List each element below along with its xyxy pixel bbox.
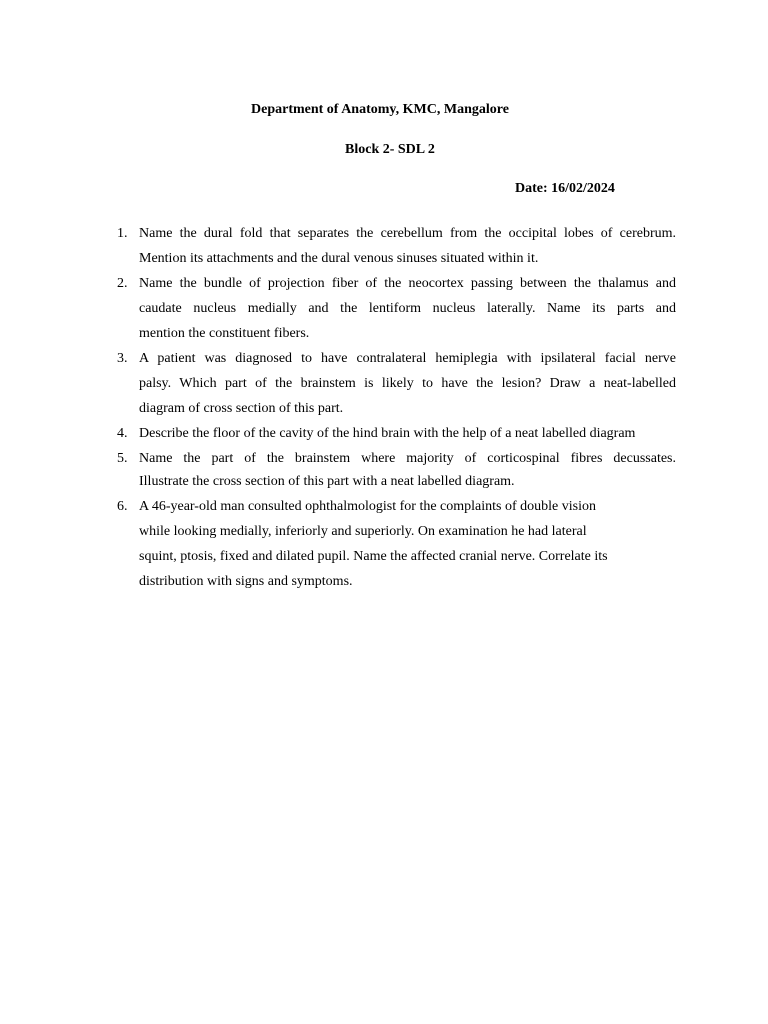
question-number: 4.	[117, 426, 128, 441]
question-line: Describe the floor of the cavity of the hind brain with the help of a neat labelled diagram	[139, 426, 636, 441]
question-line: while looking medially, inferiorly and superiorly. On examination he had lateral	[139, 524, 587, 539]
question-item	[112, 346, 676, 421]
question-line: diagram of cross section of this part.	[139, 401, 344, 416]
question-number: 6.	[117, 499, 128, 514]
question-line: Name the dural fold that separates the cerebellum from the occipital lobes of cerebrum.	[139, 226, 676, 241]
question-item	[112, 271, 676, 346]
department-title: Department of Anatomy, KMC, Mangalore	[251, 102, 509, 117]
question-line: A 46-year-old man consulted ophthalmologist for the complaints of double vision	[139, 499, 596, 514]
question-line: Illustrate the cross section of this part with a neat labelled diagram.	[139, 474, 515, 489]
question-number: 1.	[117, 226, 128, 241]
question-line: squint, ptosis, fixed and dilated pupil. Name the affected cranial nerve. Correlate its	[139, 549, 608, 564]
question-list	[112, 221, 676, 594]
question-line: palsy. Which part of the brainstem is likely to have the lesion? Draw a neat-labelled	[139, 376, 676, 391]
question-number: 5.	[117, 451, 128, 466]
block-title: Block 2- SDL 2	[345, 142, 435, 157]
question-line: A patient was diagnosed to have contralateral hemiplegia with ipsilateral facial nerve	[139, 351, 676, 366]
question-number: 3.	[117, 351, 128, 366]
question-line: mention the constituent fibers.	[139, 326, 310, 341]
question-line: caudate nucleus medially and the lentiform nucleus laterally. Name its parts and	[139, 301, 676, 316]
question-line: Name the bundle of projection fiber of the neocortex passing between the thalamus and	[139, 276, 676, 291]
question-item	[112, 421, 676, 446]
question-item	[112, 446, 676, 494]
question-line: Mention its attachments and the dural venous sinuses situated within it.	[139, 251, 539, 266]
question-item	[112, 494, 676, 594]
question-line: Name the part of the brainstem where majority of corticospinal fibres decussates.	[139, 451, 676, 466]
question-line: distribution with signs and symptoms.	[139, 574, 353, 589]
question-item	[112, 221, 676, 271]
date-line: Date: 16/02/2024	[515, 181, 615, 196]
question-number: 2.	[117, 276, 128, 291]
